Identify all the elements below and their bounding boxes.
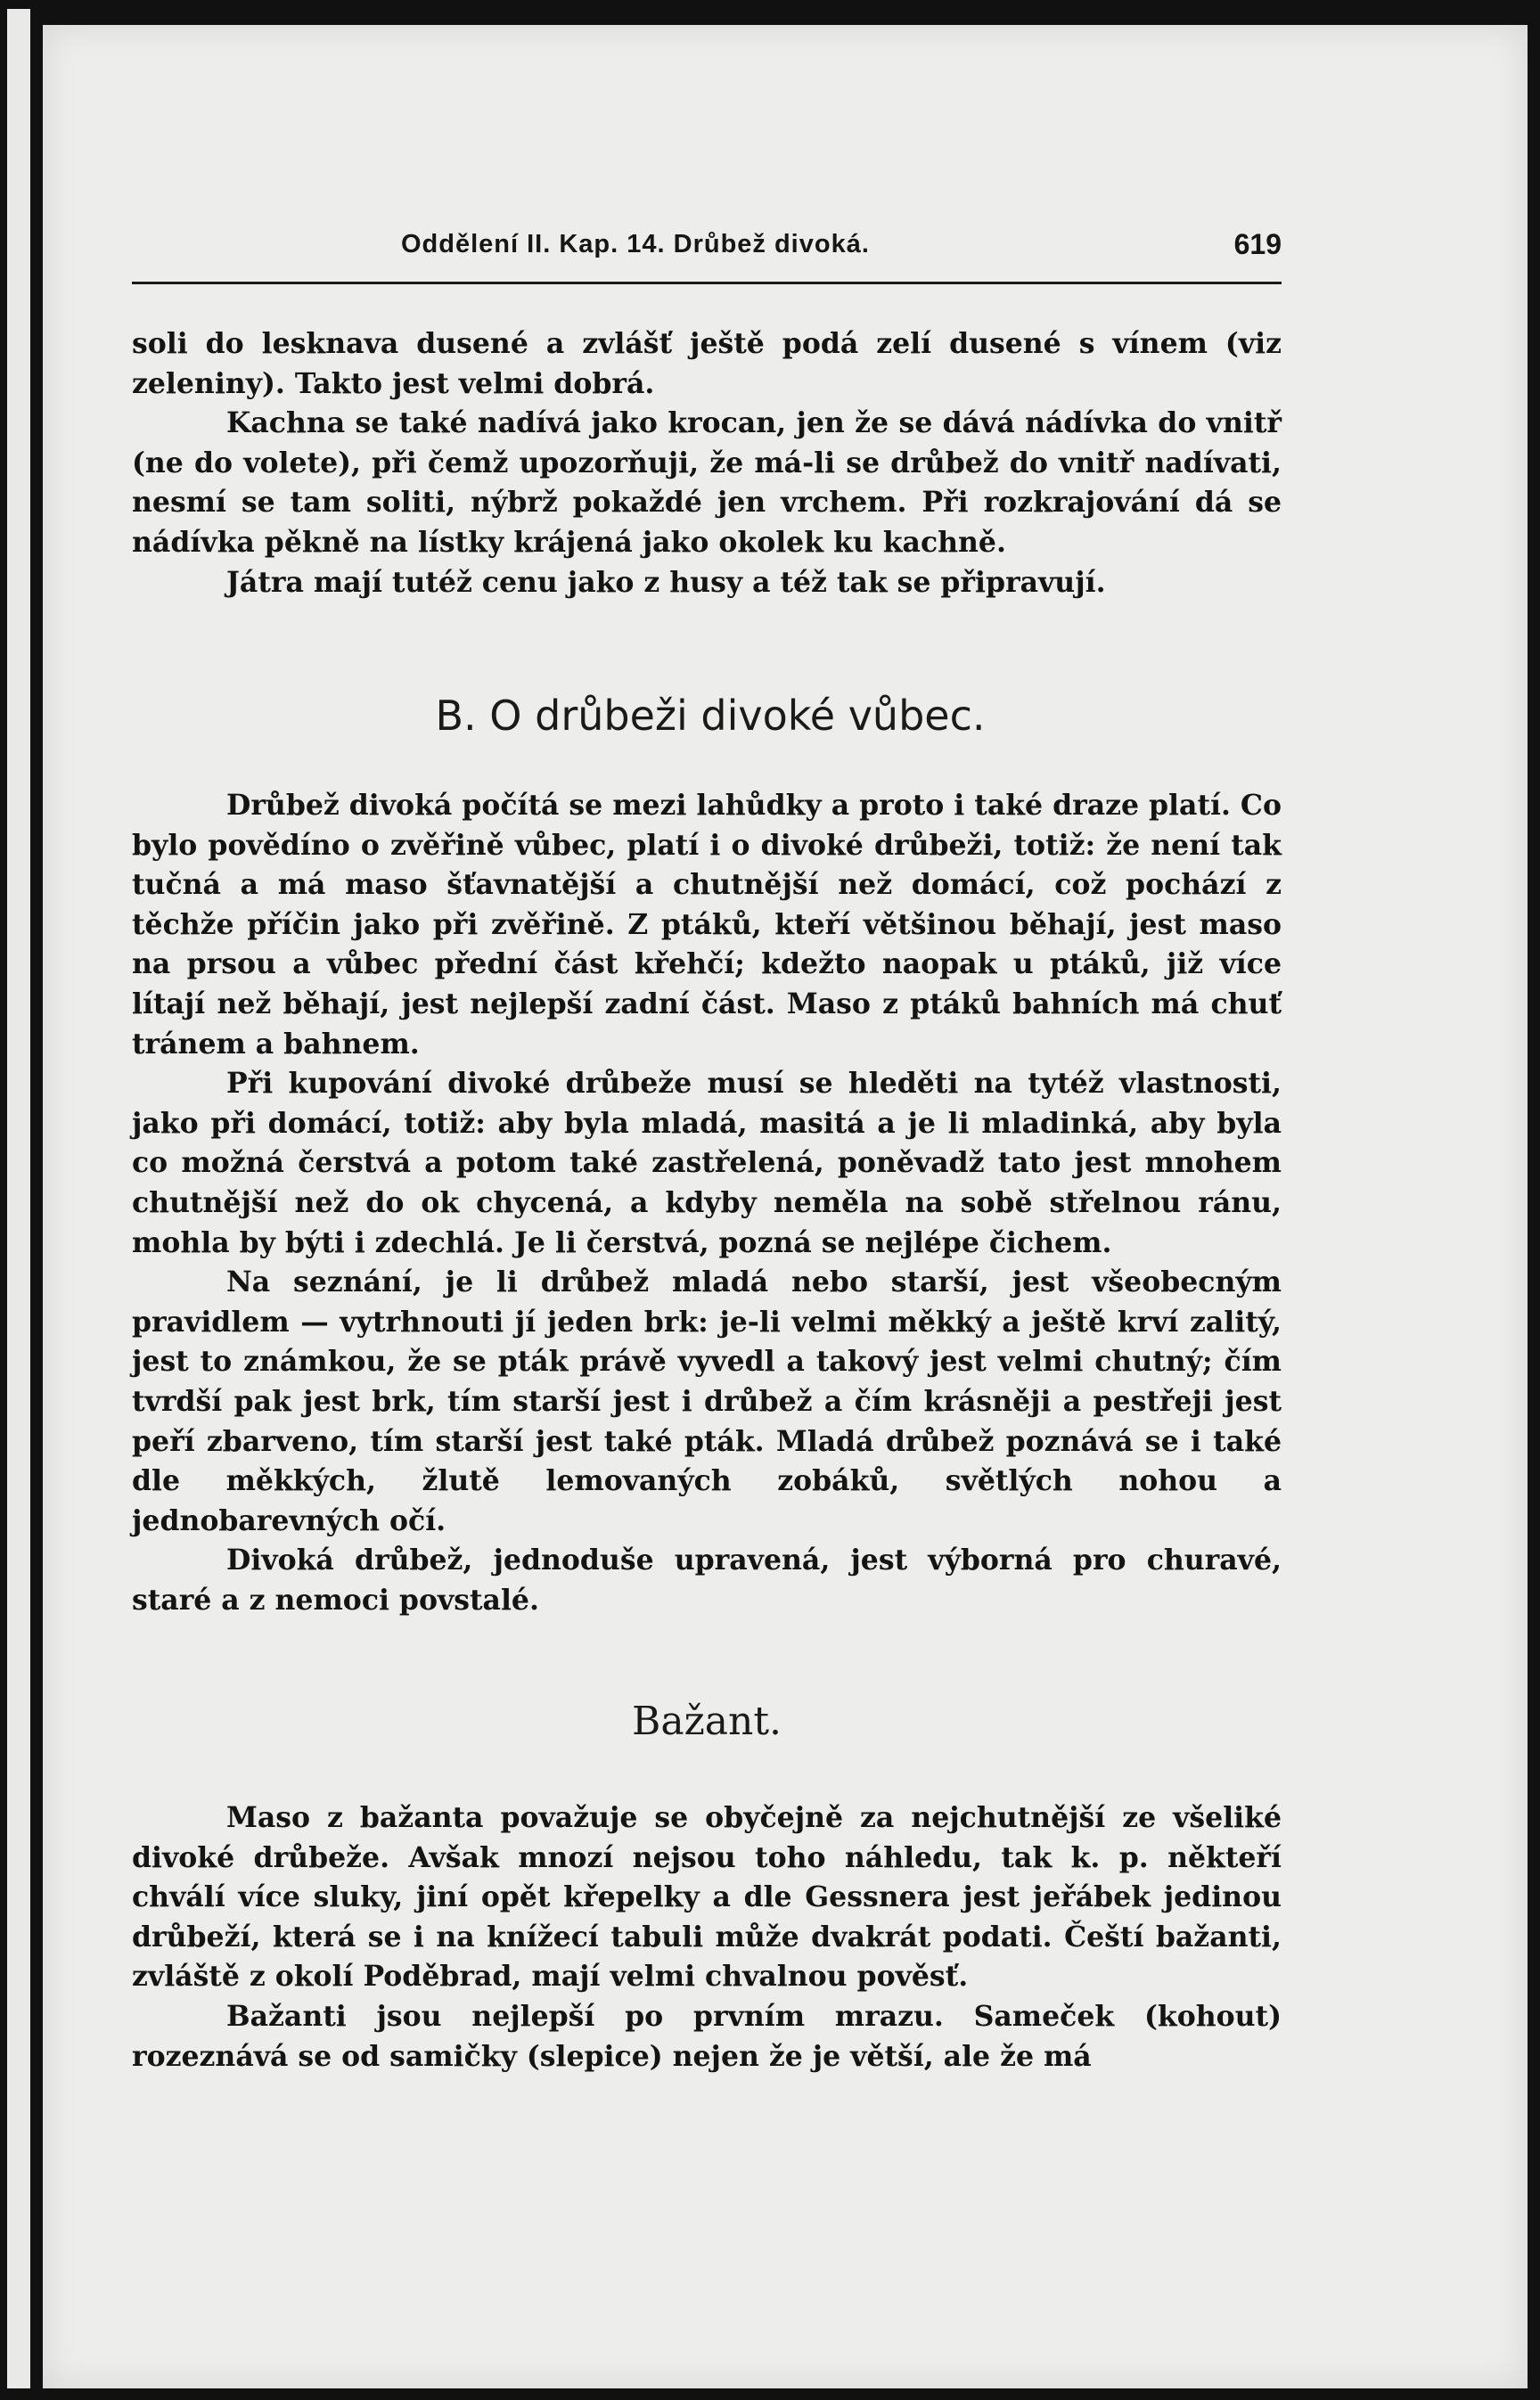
paragraph: Na seznání, je li drůbež mladá nebo starší, jest všeobecným pravidlem — vytrhnouti jí jeden brk: je-li velmi měkký a ještě krví zalitý, jest to známkou, že se pták právě vyvedl a takový jest velmi chutný; čím tvrdší pak jest brk, tím starší jest i drůbež a čím krásněji a pestřeji jest peří zbarveno, tím starší jest také pták. Mladá drůbež poznává se i také dle měkkých, žlutě lemovaných zobáků, světlých nohou a jednobarevných očí.: [132, 1266, 1282, 1537]
paragraph: Drůbež divoká počítá se mezi lahůdky a proto i také draze platí. Co bylo povědíno o zvěřině vůbec, platí i o divoké drůbeži, totiž: že není tak tučná a má maso šťavnatější a chutnější než domácí, což pochází z těchže příčin jako při zvěřině. Z ptáků, kteří většinou běhají, jest maso na prsou a vůbec přední část křehčí; kdežto naopak u ptáků, již více lítají než běhají, jest nejlepší zadní část. Maso z ptáků bahních má chuť tránem a bahnem.: [132, 789, 1282, 1061]
paragraph: soli do lesknava dusené a zvlášť ještě podá zelí dusené s vínem (viz zeleniny). Takto jest velmi dobrá.: [132, 327, 1282, 400]
previous-page-edge: [7, 9, 30, 2388]
section-heading-b: B. O drůbeži divoké vůbec.: [435, 692, 986, 740]
paragraph: Maso z bažanta považuje se obyčejně za nejchutnější ze všeliké divoké drůbeže. Avšak mnozí nejsou toho náhledu, tak k. p. někteří chválí více sluky, jiní opět křepelky a dle Gessnera jest jeřábek jedinou drůbeží, která se i na knížecí tabuli může dvakrát podati. Čeští bažanti, zvláště z okolí Poděbrad, mají velmi chvalnou pověsť.: [132, 1801, 1282, 1994]
header-title: Oddělení II. Kap. 14. Drůbež divoká.: [401, 230, 870, 258]
section-heading-bazant: Bažant.: [632, 1699, 782, 1744]
section-bazant-text: [132, 1798, 1282, 2076]
paragraph: Játra mají tutéž cenu jako z husy a též tak se připravují.: [226, 565, 1106, 599]
page-number: 619: [1233, 228, 1282, 260]
intro-text: [132, 324, 1282, 602]
running-header: [132, 223, 1282, 284]
paragraph: Kachna se také nadívá jako krocan, jen že se dává nádívka do vnitř (ne do volete), při čemž upozorňuji, že má-li se drůbež do vnitř nadívati, nesmí se tam soliti, nýbrž pokaždé jen vrchem. Při rozkrajování dá se nádívka pěkně na lístky krájená jako okolek ku kachně.: [132, 406, 1282, 559]
paragraph: Bažanti jsou nejlepší po prvním mrazu. Sameček (kohout) rozeznává se od samičky (slepice) nejen že je větší, ale že má: [132, 1999, 1282, 2073]
paragraph: Divoká drůbež, jednoduše upravená, jest výborná pro churavé, staré a z nemoci povstalé.: [132, 1544, 1282, 1617]
paragraph: Při kupování divoké drůbeže musí se hleděti na tytéž vlastnosti, jako při domácí, totiž: aby byla mladá, masitá a je li mladinká, aby byla co možná čerstvá a potom také zastřelená, poněvadž tato jest mnohem chutnější než do ok chycená, a kdyby neměla na sobě střelnou ránu, mohla by býti i zdechlá. Je li čerstvá, pozná se nejlépe čichem.: [132, 1067, 1282, 1259]
section-b-text: [132, 786, 1282, 1620]
